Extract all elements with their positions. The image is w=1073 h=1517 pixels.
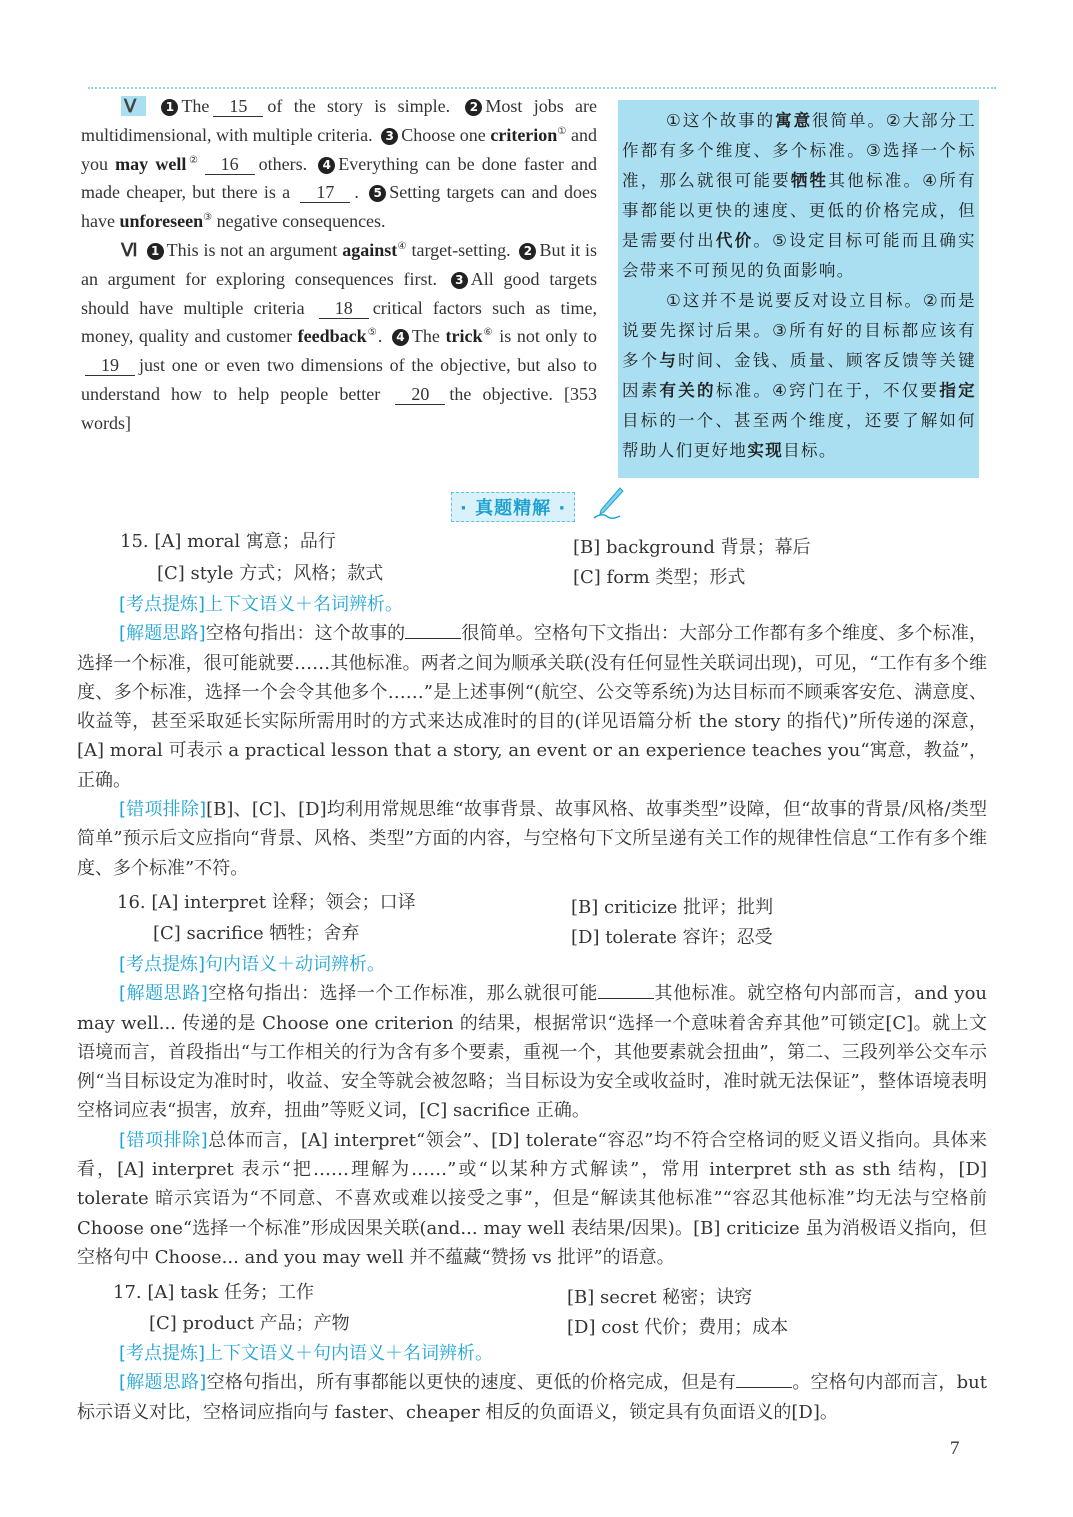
text-run: Everything can be done faster and made cheaper, but there is a xyxy=(81,153,598,203)
text-content xyxy=(81,96,597,231)
section-label: Ⅵ xyxy=(121,239,138,260)
answer-blank: 20 xyxy=(395,384,445,405)
section-label: Ⅴ xyxy=(121,96,146,116)
bold-keyword: 有关的 xyxy=(659,381,716,400)
translation-box xyxy=(618,100,979,478)
sentence-number-badge: 3 xyxy=(451,272,468,289)
bold-keyword: unforeseen xyxy=(119,211,204,232)
answer-blank: 17 xyxy=(300,182,350,203)
footnote-marker: ① xyxy=(557,125,567,137)
wrong-option-analysis: [错项排除]总体而言，[A] interpret“领会”、[D] tolerate“容忍”均不符合空格词的贬义语义指向。具体来看，[A] interpret 表示“把……理解为……”或“以某种方式解读”，常用 interpret sth as sth 结构，[D] tolerate 暗示宾语为“不同意、不喜欢或难以接受之事”，但是“解读其他标准”“容忍其他标准”均无法与空格前 Choose one“选择一个标准”形成因果关联(and... may well 表结果/因果)。[B] criticize 虽为消极语义指向，但空格句中 Choose... and you may well 并不蕴藏“赞扬 vs 批评”的语意。 xyxy=(77,1129,988,1268)
answer-blank: 16 xyxy=(205,154,255,175)
option-b: [B] criticize 批评；批判 xyxy=(571,897,774,918)
text-run: 空格句指出：选择一个工作标准，那么就很可能 xyxy=(207,983,598,1005)
text-content xyxy=(77,1130,987,1268)
text-content xyxy=(81,240,597,433)
sentence-number-badge: 2 xyxy=(519,243,536,260)
bold-keyword: feedback xyxy=(297,326,367,347)
option-a: 15. [A] moral 寓意；品行 xyxy=(120,531,336,552)
text-run: 目标。 xyxy=(783,441,837,460)
answer-blank: 15 xyxy=(213,96,263,117)
footnote-marker: ⑤ xyxy=(366,327,378,339)
text-content xyxy=(77,623,987,790)
reading-passage xyxy=(81,92,597,438)
translation-paragraph xyxy=(622,286,976,466)
text-run: Most jobs are multidimensional, with multiple criteria. xyxy=(81,96,597,145)
bold-keyword: criterion xyxy=(490,124,558,145)
answer-blank: 19 xyxy=(85,355,135,376)
text-run: 空格句指出，所有事都能以更快的速度、更低的价格完成，但是有 xyxy=(206,1372,737,1394)
text-run: is not only to xyxy=(493,326,597,347)
footnote-marker: ③ xyxy=(203,212,213,224)
text-run: 时间、金钱、质量、顾客反馈等关键因素 xyxy=(622,351,976,400)
text-run: . xyxy=(354,182,366,203)
footnote-marker: ⑥ xyxy=(482,327,494,339)
text-run: 很简单。②大部分工作都有多个维度、多个标准。③选择一个标准，那么就很可能要 xyxy=(622,111,976,190)
text-run: 总体而言，[A] interpret“领会”、[D] tolerate“容忍”均不符合空格词的贬义语义指向。具体来看，[A] interpret 表示“把……理解为……”或“以某种方式解读”，常用 interpret sth as sth 结构，[D] tolerate 暗示宾语为“不同意、不喜欢或难以接受之事”，但是“解读其他标准”“容忍其他标准”均无法与空格前 Choose one“选择一个标准”形成因果关联(and... may well 表结果/因果)。[B] criticize 虽为消极语义指向，但空格句中 Choose... and you may well 并不蕴藏“赞扬 vs 批评”的语意。 xyxy=(77,1129,988,1268)
option-c: [C] product 产品；产物 xyxy=(149,1313,350,1334)
translation-paragraph xyxy=(622,106,976,286)
key-point: [考点提炼]上下文语义＋句内语义＋名词辨析。 xyxy=(119,1343,494,1364)
bold-keyword: against xyxy=(342,239,398,260)
bold-keyword: 实现 xyxy=(747,441,784,460)
text-run: 。⑤设定目标可能而且确实会带来不可预见的负面影响。 xyxy=(622,231,977,280)
text-run: 很简单。空格句下文指出：大部分工作都有多个维度、多个标准，选择一个标准，很可能就要……其他标准。两者之间为顺承关联(没有任何显性关联词出现)，可见，“工作有多个维度、多个标准，选择一个会令其他多个……”是上述事例“(航空、公交等系统)为达目标而不顾乘客安危、满意度、收益等，甚至采取延长实际所需用时的方式来达成准时的目的(详见语篇分析 the story 的指代)”所传递的深意，[A] moral 可表示 a practical lesson that a story, an event or an experience teaches you“寓意，教益”，正确。 xyxy=(77,623,988,791)
text-content xyxy=(77,1372,987,1422)
text-run: just one or even two dimensions of the objective, but also to understand how to help people better xyxy=(81,355,597,404)
key-point: [考点提炼]句内语义＋动词辨析。 xyxy=(119,954,386,975)
sentence-number-badge: 1 xyxy=(161,99,178,116)
answer-blank xyxy=(598,982,654,999)
text-run: But it is an argument for exploring consequences first. xyxy=(81,239,598,289)
sentence-number-badge: 1 xyxy=(147,243,164,260)
text-run: Choose one xyxy=(401,124,491,145)
text-run: ①这个故事的 xyxy=(666,111,776,130)
text-run: and you xyxy=(81,124,597,174)
text-run: . xyxy=(377,326,388,347)
option-b: [B] background 背景；幕后 xyxy=(573,537,811,558)
sentence-number-badge: 4 xyxy=(318,157,335,174)
text-run: critical factors such as time, money, quality and customer xyxy=(81,297,598,347)
option-d: [D] cost 代价；费用；成本 xyxy=(567,1317,789,1338)
text-run: of the story is simple. xyxy=(267,96,462,116)
text-run: 其他标准。就空格句内部而言，and you may well... 传递的是 Choose one criterion 的结果，根据常识“选择一个意味着舍弃其他”可锁定[C]。就上文语境而言，首段指出“与工作相关的行为含有多个要素，重视一个，其他要素就会扭曲”，第二、三段列举公交车示例“当目标设定为准时时，收益、安全等就会被忽略；当目标设为安全或收益时，准时就无法保证”，整体语境表明空格词应表“损害，放弃，扭曲”等贬义词，[C] sacrifice 正确。 xyxy=(77,983,987,1122)
bold-keyword: 代价 xyxy=(715,231,754,250)
paragraph-v xyxy=(81,92,597,236)
footnote-marker: ④ xyxy=(397,240,407,252)
solution-reasoning: [解题思路]空格句指出：选择一个工作标准，那么就很可能 其他标准。就空格句内部而言，and you may well... 传递的是 Choose one criterion 的结果，根据常识“选择一个意味着舍弃其他”可锁定[C]。就上文语境而言，首段指出“与工作相关的行为含有多个要素，重视一个，其他要素就会扭曲”，第二、三段列举公交车示例“当目标设定为准时时，收益、安全等就会被忽略；当目标设为安全或收益时，准时就无法保证”，整体语境表明空格词应表“损害，放弃，扭曲”等贬义词，[C] sacrifice 正确。 xyxy=(77,983,987,1122)
wrong-option-analysis: [错项排除][B]、[C]、[D]均利用常规思维“故事背景、故事风格、故事类型”设障，但“故事的背景/风格/类型简单”预示后文应指向“背景、风格、类型”方面的内容，与空格句下文所呈递有关工作的规律性信息“工作有多个维度、多个标准”不符。 xyxy=(77,799,987,879)
key-point: [考点提炼]上下文语义＋名词辨析。 xyxy=(119,594,404,615)
bold-keyword: may well xyxy=(115,153,187,174)
text-run: All good targets should have multiple criteria xyxy=(81,268,597,318)
sentence-number-badge: 4 xyxy=(392,329,409,346)
text-run: 标准。④窍门在于，不仅要 xyxy=(715,381,940,400)
text-run: negative consequences. xyxy=(212,211,386,232)
paragraph-vi xyxy=(81,236,597,438)
option-c: [C] sacrifice 牺牲；舍弃 xyxy=(153,923,360,944)
answer-blank xyxy=(405,622,461,639)
text-run: 其他标准。④所有事都能以更快的速度、更低的价格完成，但是需要付出 xyxy=(622,171,976,250)
pencil-icon xyxy=(592,486,624,522)
footnote-marker: ② xyxy=(186,154,201,166)
bold-keyword: 寓意 xyxy=(775,111,813,130)
option-a: 17. [A] task 任务；工作 xyxy=(113,1282,314,1303)
text-run: ①这并不是说要反对设立目标。②而是说要先探讨后果。③所有好的目标都应该有多个 xyxy=(622,291,976,370)
text-run: target-setting. xyxy=(406,239,516,260)
bold-keyword: 与 xyxy=(659,351,679,370)
text-run: 空格句指出：这个故事的 xyxy=(205,623,406,645)
text-run: 。空格句内部而言，but 标示语义对比，空格词应指向与 faster、cheaper 相反的负面语义，锁定具有负面语义的[D]。 xyxy=(77,1372,988,1423)
text-run: 目标的一个、甚至两个维度，还要了解如何帮助人们更好地 xyxy=(622,411,976,460)
text-run: others. xyxy=(258,153,315,174)
option-d: [D] tolerate 容许；忍受 xyxy=(571,927,773,948)
option-d: [C] form 类型；形式 xyxy=(573,567,746,588)
bold-keyword: trick xyxy=(445,326,483,347)
bold-keyword: 牺牲 xyxy=(790,171,829,190)
text-run: the objective. [353 words] xyxy=(81,383,597,433)
answer-blank: 18 xyxy=(319,298,369,319)
sentence-number-badge: 2 xyxy=(465,99,482,116)
sentence-number-badge: 5 xyxy=(369,185,386,202)
bold-keyword: 指定 xyxy=(939,381,976,400)
page-number: 7 xyxy=(950,1438,960,1459)
section-heading: · 真题精解 · xyxy=(451,492,575,522)
text-run: This is not an argument xyxy=(166,239,343,260)
sentence-number-badge: 3 xyxy=(381,128,398,145)
text-run: Setting targets can and does have xyxy=(81,182,597,232)
solution-reasoning: [解题思路]空格句指出，所有事都能以更快的速度、更低的价格完成，但是有 。空格句内部而言，but 标示语义对比，空格词应指向与 faster、cheaper 相反的负面语义，锁定具有负面语义的[D]。 xyxy=(77,1372,988,1423)
option-a: 16. [A] interpret 诠释；领会；口译 xyxy=(117,892,416,913)
option-c: [C] style 方式；风格；款式 xyxy=(157,563,384,584)
option-b: [B] secret 秘密；诀窍 xyxy=(567,1287,753,1308)
text-run: The xyxy=(411,326,446,347)
text-content xyxy=(77,799,987,879)
text-content xyxy=(77,983,987,1121)
solution-reasoning: [解题思路]空格句指出：这个故事的 很简单。空格句下文指出：大部分工作都有多个维度、多个标准，选择一个标准，很可能就要……其他标准。两者之间为顺承关联(没有任何显性关联词出现)，可见，“工作有多个维度、多个标准，选择一个会令其他多个……”是上述事例“(航空、公交等系统)为达目标而不顾乘客安危、满意度、收益等，甚至采取延长实际所需用时的方式来达成准时的目的(详见语篇分析 the story 的指代)”所传递的深意，[A] moral 可表示 a practical lesson that a story, an event or an experience teaches you“寓意，教益”，正确。 xyxy=(77,623,988,791)
top-dotted-divider xyxy=(88,87,996,89)
answer-blank xyxy=(736,1371,792,1388)
text-run: [B]、[C]、[D]均利用常规思维“故事背景、故事风格、故事类型”设障，但“故事的背景/风格/类型简单”预示后文应指向“背景、风格、类型”方面的内容，与空格句下文所呈递有关工作的规律性信息“工作有多个维度、多个标准”不符。 xyxy=(77,799,987,879)
text-run: The xyxy=(181,96,210,116)
